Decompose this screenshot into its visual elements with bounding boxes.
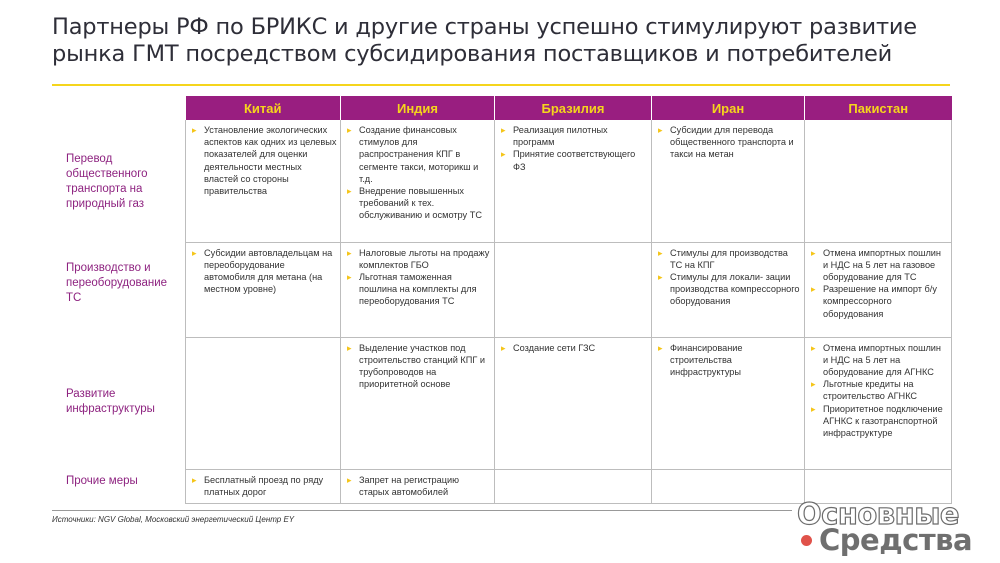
title-divider [52, 84, 950, 86]
cell-bullet-item: ▸ Создание сети ГЗС [501, 342, 648, 354]
sources-divider [52, 510, 792, 511]
cell-bullet-list [811, 342, 948, 440]
cell-bullet-list [658, 342, 801, 379]
table-cell [341, 469, 495, 503]
cell-bullet-list [192, 124, 337, 197]
table-cell [495, 242, 652, 337]
cell-bullet-item: ▸ Стимулы для локали- зации производства компрессорного оборудования [658, 271, 801, 308]
cell-bullet-item: ▸ Льготные кредиты на строительство АГНКС [811, 378, 948, 402]
cell-bullet-list [501, 342, 648, 354]
table-cell [341, 120, 495, 242]
cell-bullet-list [192, 474, 337, 498]
cell-bullet-item: ▸ Отмена импортных пошлин и НДС на 5 лет на оборудование для АГНКС [811, 342, 948, 379]
watermark-logo [793, 497, 993, 559]
measures-table [185, 96, 952, 504]
table-cell [186, 242, 341, 337]
table-row [186, 120, 952, 242]
cell-bullet-item: ▸ Налоговые льготы на продажу комплектов ГБО [347, 247, 491, 271]
table-cell [805, 337, 952, 469]
cell-bullet-item: ▸ Установление экологических аспектов как одних из целевых показателей для оценки деятельности местных властей со стороны правительства [192, 124, 337, 197]
cell-bullet-list [347, 342, 491, 391]
cell-bullet-item: ▸ Разрешение на импорт б/у компрессорного оборудования [811, 283, 948, 320]
table-cell [652, 337, 805, 469]
column-header-brazil: Бразилия [495, 96, 652, 120]
page-title: Партнеры РФ по БРИКС и другие страны успешно стимулируют развитие рынка ГМТ посредством субсидирования поставщиков и потребителей [52, 14, 917, 67]
cell-bullet-item: ▸ Субсидии для перевода общественного транспорта и такси на метан [658, 124, 801, 161]
cell-bullet-list [658, 247, 801, 308]
table-cell [341, 337, 495, 469]
cell-bullet-item: ▸ Приоритетное подключение АГНКС к газотранспортной инфраструктуре [811, 403, 948, 440]
table-cell [495, 337, 652, 469]
column-header-china: Китай [186, 96, 341, 120]
table-cell [186, 469, 341, 503]
row-label-infrastructure: Развитие инфраструктуры [66, 388, 155, 415]
cell-bullet-list [811, 247, 948, 320]
cell-bullet-list [501, 124, 648, 173]
table-header-row [186, 96, 952, 120]
cell-bullet-item: ▸ Льготная таможенная пошлина на комплекты для переоборудования ТС [347, 271, 491, 308]
cell-bullet-list [658, 124, 801, 161]
cell-bullet-item: ▸ Отмена импортных пошлин и НДС на 5 лет на газовое оборудование для ТС [811, 247, 948, 284]
cell-bullet-list [347, 247, 491, 308]
table-row [186, 242, 952, 337]
table-cell [186, 337, 341, 469]
cell-bullet-item: ▸ Стимулы для производства ТС на КПГ [658, 247, 801, 271]
table-row [186, 337, 952, 469]
column-header-india: Индия [341, 96, 495, 120]
cell-bullet-item: ▸ Бесплатный проезд по ряду платных дорог [192, 474, 337, 498]
cell-bullet-item: ▸ Реализация пилотных программ [501, 124, 648, 148]
cell-bullet-item: ▸ Финансирование строительства инфраструктуры [658, 342, 801, 379]
row-label-other: Прочие меры [66, 475, 138, 487]
watermark-line1: Основные [797, 497, 960, 531]
table-cell [495, 120, 652, 242]
table-cell [805, 120, 952, 242]
cell-bullet-list [347, 474, 491, 498]
watermark-dot [801, 535, 812, 546]
cell-bullet-list [192, 247, 337, 296]
column-header-pakistan: Пакистан [805, 96, 952, 120]
cell-bullet-item: ▸ Внедрение повышенных требований к тех. обслуживанию и осмотру ТС [347, 185, 491, 222]
sources-note: Источники: NGV Global, Московский энергетический Центр EY [52, 515, 295, 524]
row-label-production: Производство и переоборудование ТС [66, 262, 168, 304]
cell-bullet-item: ▸ Выделение участков под строительство станций КПГ и трубопроводов на приоритетной основе [347, 342, 491, 391]
table-cell [805, 242, 952, 337]
cell-bullet-item: ▸ Запрет на регистрацию старых автомобилей [347, 474, 491, 498]
cell-bullet-item: ▸ Принятие соответствующего ФЗ [501, 148, 648, 172]
table-cell [186, 120, 341, 242]
table-cell [341, 242, 495, 337]
table-cell [495, 469, 652, 503]
column-header-iran: Иран [652, 96, 805, 120]
cell-bullet-item: ▸ Субсидии автовладельцам на переоборудование автомобиля для метана (на местном уровне) [192, 247, 337, 296]
table-cell [652, 242, 805, 337]
table-cell [652, 120, 805, 242]
cell-bullet-item: ▸ Создание финансовых стимулов для распространения КПГ в сегменте такси, моторикш и т.д. [347, 124, 491, 185]
table-cell [652, 469, 805, 503]
cell-bullet-list [347, 124, 491, 222]
watermark-line2: Средства [819, 523, 973, 557]
row-label-public-transport: Перевод общественного транспорта на природный газ [66, 153, 148, 210]
